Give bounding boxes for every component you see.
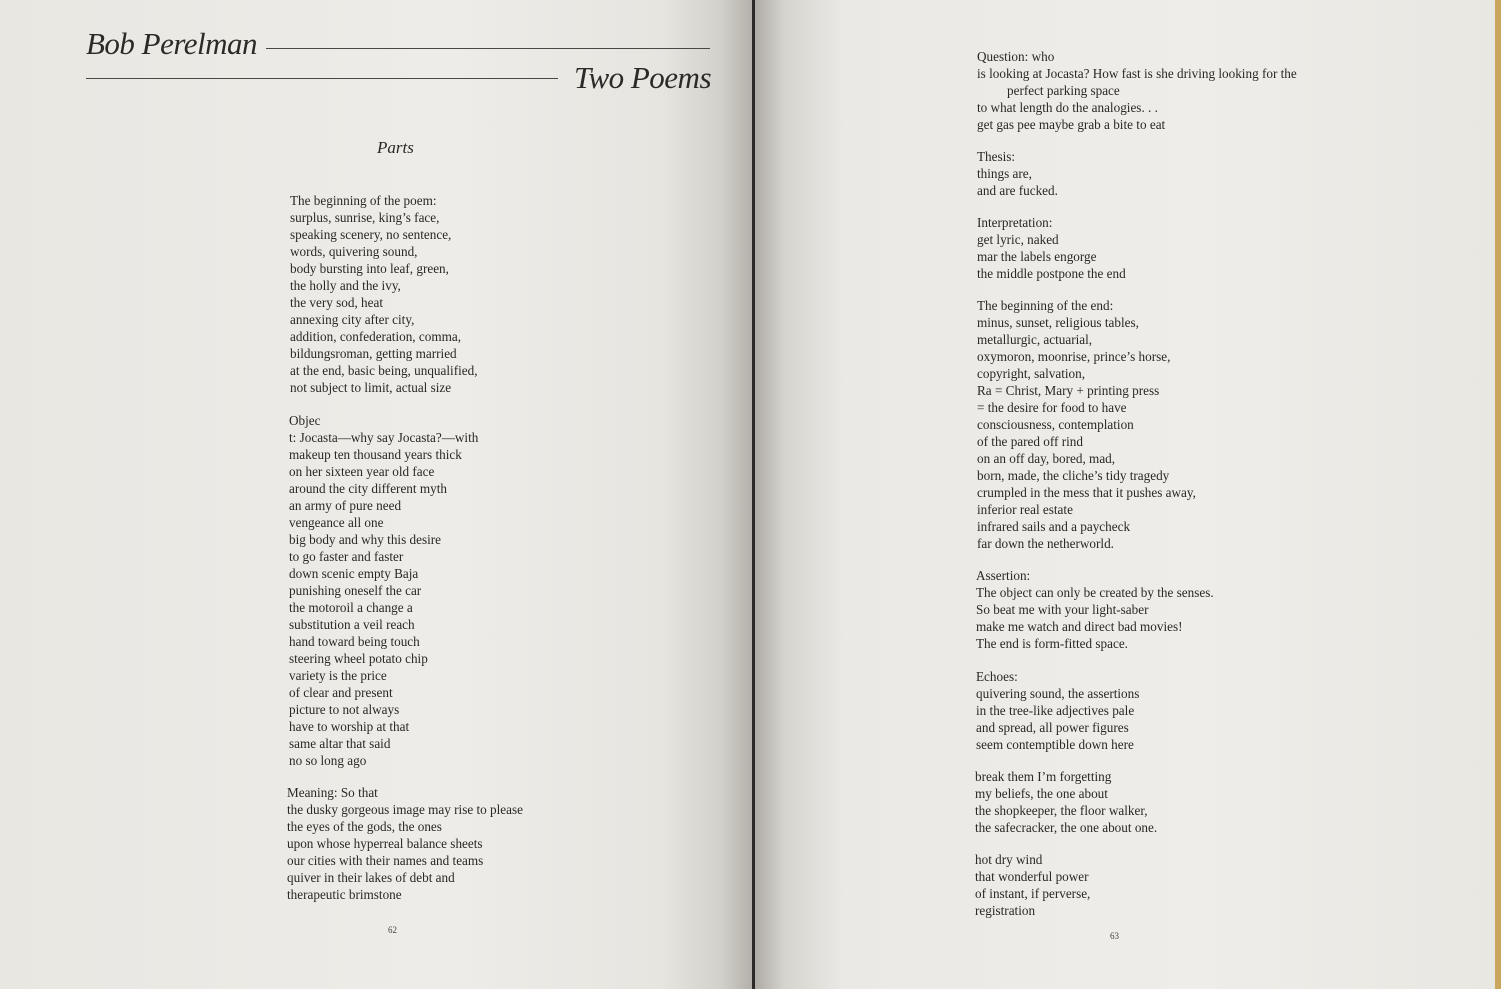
poem-line: Ra = Christ, Mary + printing press bbox=[977, 383, 1160, 398]
poem-line: the dusky gorgeous image may rise to please bbox=[287, 802, 523, 817]
poem-line: makeup ten thousand years thick bbox=[289, 447, 462, 462]
poem-line: hand toward being touch bbox=[289, 634, 420, 649]
right-stanza-4 bbox=[977, 297, 1196, 552]
collection-title: Two Poems bbox=[574, 60, 712, 95]
poem-line: the motoroil a change a bbox=[289, 600, 413, 615]
poem-line: around the city different myth bbox=[289, 481, 447, 496]
poem-line: copyright, salvation, bbox=[977, 366, 1086, 381]
poem-line: of instant, if perverse, bbox=[975, 886, 1091, 901]
poem-line: oxymoron, moonrise, prince’s horse, bbox=[977, 349, 1171, 364]
right-stanza-2 bbox=[977, 148, 1058, 199]
poem-line: and are fucked. bbox=[977, 183, 1058, 198]
poem-line: speaking scenery, no sentence, bbox=[290, 227, 452, 242]
poem-line: The end is form-fitted space. bbox=[976, 636, 1128, 651]
poem-line: Assertion: bbox=[976, 568, 1031, 583]
poem-line: therapeutic brimstone bbox=[287, 887, 402, 902]
poem-line: annexing city after city, bbox=[290, 312, 415, 327]
poem-line: born, made, the cliche’s tidy tragedy bbox=[977, 468, 1170, 483]
poem-line: the shopkeeper, the floor walker, bbox=[975, 803, 1148, 818]
poem-line: quivering sound, the assertions bbox=[976, 686, 1140, 701]
poem-line: Interpretation: bbox=[977, 215, 1053, 230]
header-rule-bottom bbox=[86, 78, 558, 79]
poem-line: of the pared off rind bbox=[977, 434, 1083, 449]
poem-line: infrared sails and a paycheck bbox=[977, 519, 1131, 534]
author-name: Bob Perelman bbox=[86, 26, 258, 61]
poem-line: the safecracker, the one about one. bbox=[975, 820, 1158, 835]
poem-line: the holly and the ivy, bbox=[290, 278, 401, 293]
poem-line: have to worship at that bbox=[289, 719, 410, 734]
right-page bbox=[755, 0, 1495, 989]
poem-line: get gas pee maybe grab a bite to eat bbox=[977, 117, 1166, 132]
poem-line: mar the labels engorge bbox=[977, 249, 1097, 264]
poem-line: punishing oneself the car bbox=[289, 583, 422, 598]
poem-line: to go faster and faster bbox=[289, 549, 404, 564]
poem-line: t: Jocasta—why say Jocasta?—with bbox=[289, 430, 479, 445]
poem-line: our cities with their names and teams bbox=[287, 853, 484, 868]
poem-line: break them I’m forgetting bbox=[975, 769, 1112, 784]
poem-line: the very sod, heat bbox=[290, 295, 384, 310]
poem-line: bildungsroman, getting married bbox=[290, 346, 457, 361]
poem-line: vengeance all one bbox=[289, 515, 384, 530]
poem-line: Question: who bbox=[977, 49, 1055, 64]
right-stanza-8 bbox=[975, 851, 1090, 919]
poem-line: things are, bbox=[977, 166, 1032, 181]
poem-line: to what length do the analogies. . . bbox=[977, 100, 1158, 115]
poem-line: perfect parking space bbox=[1007, 83, 1120, 98]
left-stanza-1 bbox=[290, 192, 478, 396]
right-stanza-7 bbox=[975, 768, 1157, 836]
poem-line: consciousness, contemplation bbox=[977, 417, 1134, 432]
right-stanza-5 bbox=[976, 567, 1214, 652]
poem-line: big body and why this desire bbox=[289, 532, 442, 547]
poem-line: hot dry wind bbox=[975, 852, 1043, 867]
poem-line: on an off day, bored, mad, bbox=[977, 451, 1116, 466]
poem-line: not subject to limit, actual size bbox=[290, 380, 452, 395]
poem-line: crumpled in the mess that it pushes away, bbox=[977, 485, 1196, 500]
header-rule-top bbox=[266, 48, 710, 49]
poem-line: picture to not always bbox=[289, 702, 400, 717]
poem-line: minus, sunset, religious tables, bbox=[977, 315, 1139, 330]
page-number-right: 63 bbox=[1110, 931, 1119, 941]
poem-line: Objec bbox=[289, 413, 321, 428]
left-stanza-2 bbox=[289, 412, 478, 769]
poem-line: The object can only be created by the senses. bbox=[976, 585, 1214, 600]
book-edge bbox=[1495, 0, 1501, 989]
poem-line: metallurgic, actuarial, bbox=[977, 332, 1093, 347]
poem-line: at the end, basic being, unqualified, bbox=[290, 363, 478, 378]
poem-line: variety is the price bbox=[289, 668, 387, 683]
poem-line: addition, confederation, comma, bbox=[290, 329, 462, 344]
poem-line: registration bbox=[975, 903, 1036, 918]
poem-line: words, quivering sound, bbox=[290, 244, 418, 259]
poem-line: The beginning of the poem: bbox=[290, 193, 437, 208]
poem-line: on her sixteen year old face bbox=[289, 464, 435, 479]
poem-line: is looking at Jocasta? How fast is she driving looking for the bbox=[977, 66, 1297, 81]
page-number-left: 62 bbox=[388, 925, 397, 935]
poem-line: = the desire for food to have bbox=[977, 400, 1127, 415]
poem-line: surplus, sunrise, king’s face, bbox=[290, 210, 440, 225]
poem-line: upon whose hyperreal balance sheets bbox=[287, 836, 483, 851]
poem-line: in the tree-like adjectives pale bbox=[976, 703, 1135, 718]
poem-line: inferior real estate bbox=[977, 502, 1073, 517]
poem-line: get lyric, naked bbox=[977, 232, 1059, 247]
poem-title: Parts bbox=[377, 138, 414, 157]
poem-line: Thesis: bbox=[977, 149, 1016, 164]
left-stanza-3 bbox=[287, 784, 523, 903]
poem-line: body bursting into leaf, green, bbox=[290, 261, 449, 276]
poem-line: Meaning: So that bbox=[287, 785, 378, 800]
right-stanza-3 bbox=[977, 214, 1126, 282]
right-stanza-6 bbox=[976, 668, 1139, 753]
poem-line: quiver in their lakes of debt and bbox=[287, 870, 455, 885]
poem-line: no so long ago bbox=[289, 753, 367, 768]
poem-line: of clear and present bbox=[289, 685, 393, 700]
poem-line: The beginning of the end: bbox=[977, 298, 1114, 313]
poem-line: that wonderful power bbox=[975, 869, 1089, 884]
right-stanza-1 bbox=[977, 48, 1297, 133]
poem-line: steering wheel potato chip bbox=[289, 651, 428, 666]
poem-line: same altar that said bbox=[289, 736, 391, 751]
poem-line: the eyes of the gods, the ones bbox=[287, 819, 442, 834]
poem-line: my beliefs, the one about bbox=[975, 786, 1108, 801]
poem-line: and spread, all power figures bbox=[976, 720, 1129, 735]
poem-line: make me watch and direct bad movies! bbox=[976, 619, 1183, 634]
poem-line: down scenic empty Baja bbox=[289, 566, 419, 581]
poem-line: Echoes: bbox=[976, 669, 1018, 684]
poem-line: So beat me with your light-saber bbox=[976, 602, 1149, 617]
poem-line: far down the netherworld. bbox=[977, 536, 1114, 551]
poem-line: substitution a veil reach bbox=[289, 617, 415, 632]
poem-line: an army of pure need bbox=[289, 498, 402, 513]
poem-line: seem contemptible down here bbox=[976, 737, 1134, 752]
poem-line: the middle postpone the end bbox=[977, 266, 1126, 281]
